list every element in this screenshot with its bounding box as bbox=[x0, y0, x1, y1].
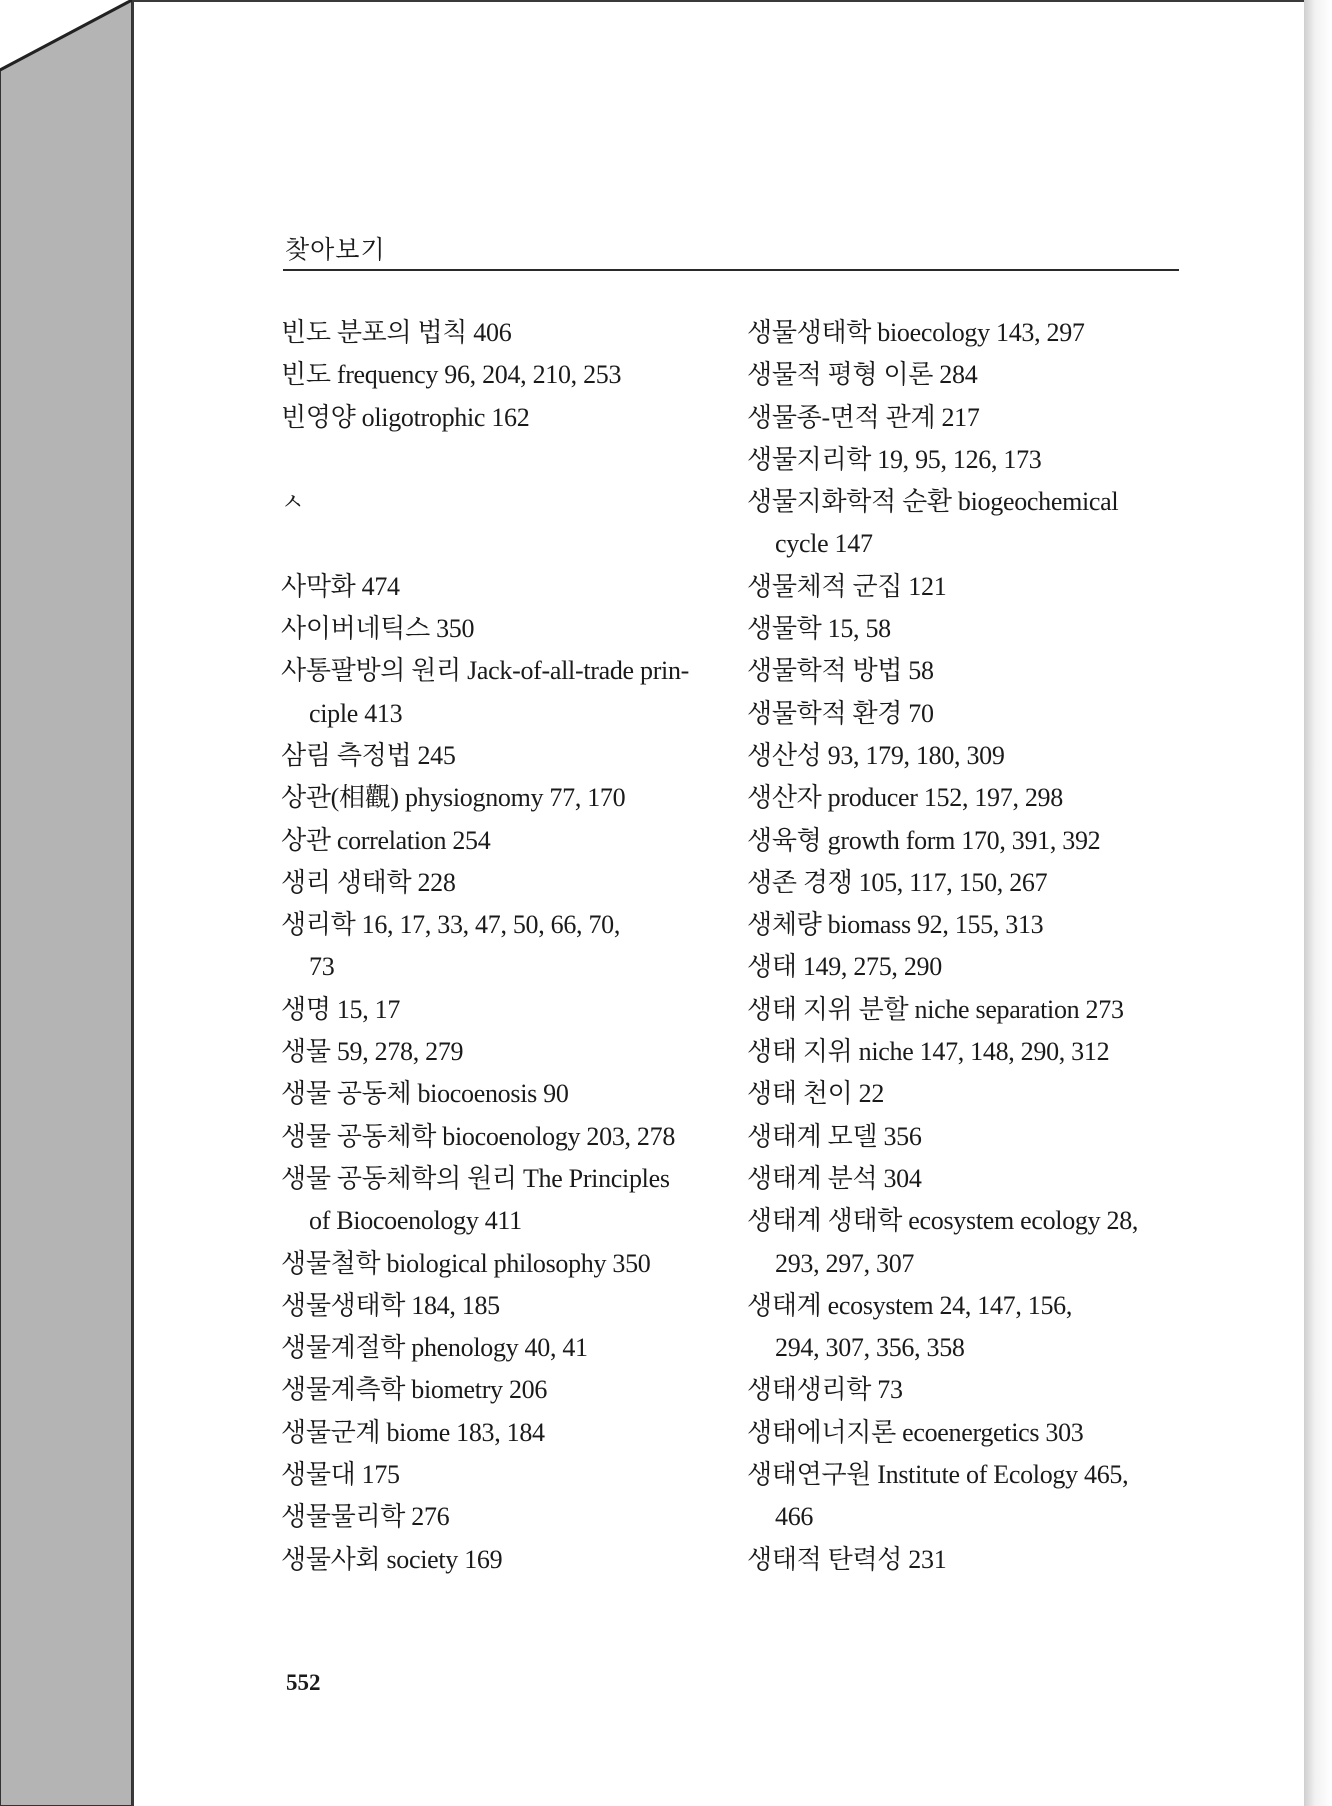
blank-line bbox=[281, 439, 721, 481]
index-entry: 사통팔방의 원리 Jack-of-all-trade prin- bbox=[281, 656, 690, 686]
index-entry: 생태 지위 niche 147, 148, 290, 312 bbox=[747, 1037, 1110, 1067]
index-entry: 생존 경쟁 105, 117, 150, 267 bbox=[747, 867, 1048, 897]
index-entry: 상관 correlation 254 bbox=[281, 825, 491, 855]
index-entry: 294, 307, 356, 358 bbox=[775, 1333, 965, 1363]
index-entry: 빈영양 oligotrophic 162 bbox=[281, 402, 530, 432]
page-number: 552 bbox=[286, 1670, 321, 1695]
index-entry: cycle 147 bbox=[775, 529, 873, 559]
index-entry: 생태에너지론 ecoenergetics 303 bbox=[747, 1417, 1084, 1447]
index-entry: 생리학 16, 17, 33, 47, 50, 66, 70, bbox=[281, 910, 621, 940]
index-entry: 생태 천이 22 bbox=[747, 1079, 885, 1109]
index-entry: 생산성 93, 179, 180, 309 bbox=[747, 740, 1005, 770]
index-entry: 생물학적 방법 58 bbox=[747, 656, 934, 686]
index-entry: 생물종-면적 관계 217 bbox=[747, 402, 980, 432]
index-entry: 생물지리학 19, 95, 126, 173 bbox=[747, 444, 1042, 474]
index-entry: 생물군계 biome 183, 184 bbox=[281, 1417, 545, 1447]
header-rule bbox=[283, 269, 1179, 271]
index-entry: 삼림 측정법 245 bbox=[281, 740, 456, 770]
index-column-left bbox=[281, 312, 721, 1581]
index-entry: 생물학적 환경 70 bbox=[747, 698, 934, 728]
index-entry: 466 bbox=[775, 1502, 814, 1532]
index-column-right bbox=[747, 312, 1177, 1581]
index-entry: 생명 15, 17 bbox=[281, 994, 401, 1024]
index-entry: 생태 149, 275, 290 bbox=[747, 952, 942, 982]
index-entry: 생물철학 biological philosophy 350 bbox=[281, 1248, 651, 1278]
index-entry: 생태계 분석 304 bbox=[747, 1163, 922, 1193]
index-entry: 생태생리학 73 bbox=[747, 1375, 903, 1405]
index-entry: 생체량 biomass 92, 155, 313 bbox=[747, 910, 1044, 940]
index-entry: 상관(相觀) physiognomy 77, 170 bbox=[281, 783, 626, 813]
index-entry: 사이버네틱스 350 bbox=[281, 614, 475, 644]
book-spine bbox=[0, 0, 134, 1806]
index-entry: 빈도 frequency 96, 204, 210, 253 bbox=[281, 360, 622, 390]
index-entry: of Biocoenology 411 bbox=[309, 1206, 522, 1236]
index-entry: 생물 59, 278, 279 bbox=[281, 1037, 464, 1067]
index-entry: 73 bbox=[309, 952, 335, 982]
index-entry: 생물물리학 276 bbox=[281, 1502, 450, 1532]
index-entry: 생태 지위 분할 niche separation 273 bbox=[747, 994, 1124, 1024]
index-entry: 생육형 growth form 170, 391, 392 bbox=[747, 825, 1101, 855]
index-entry: 생물계절학 phenology 40, 41 bbox=[281, 1333, 588, 1363]
section-letter: ㅅ bbox=[281, 488, 304, 517]
index-entry: 생물 공동체 biocoenosis 90 bbox=[281, 1079, 569, 1109]
page-edge-shadow bbox=[1304, 0, 1332, 1806]
index-entry: 생물 공동체학 biocoenology 203, 278 bbox=[281, 1121, 676, 1151]
index-entry: 생물적 평형 이론 284 bbox=[747, 360, 978, 390]
index-entry: 생물계측학 biometry 206 bbox=[281, 1375, 548, 1405]
index-entry: 생태계 생태학 ecosystem ecology 28, bbox=[747, 1206, 1139, 1236]
index-entry: 생물사회 society 169 bbox=[281, 1544, 503, 1574]
index-entry: 생리 생태학 228 bbox=[281, 867, 456, 897]
index-entry: 사막화 474 bbox=[281, 571, 400, 601]
index-entry: ciple 413 bbox=[309, 698, 403, 728]
index-entry: 293, 297, 307 bbox=[775, 1248, 915, 1278]
index-entry: 생물생태학 184, 185 bbox=[281, 1290, 500, 1320]
index-entry: 생산자 producer 152, 197, 298 bbox=[747, 783, 1063, 813]
index-entry: 생물지화학적 순환 biogeochemical bbox=[747, 487, 1119, 517]
index-entry: 빈도 분포의 법칙 406 bbox=[281, 318, 512, 347]
index-entry: 생태계 ecosystem 24, 147, 156, bbox=[747, 1290, 1073, 1320]
index-entry: 생물학 15, 58 bbox=[747, 614, 891, 644]
index-entry: 생물 공동체학의 원리 The Principles bbox=[281, 1163, 670, 1193]
index-entry: 생물생태학 bioecology 143, 297 bbox=[747, 318, 1085, 347]
running-header: 찾아보기 bbox=[285, 235, 386, 264]
index-entry: 생태계 모델 356 bbox=[747, 1121, 922, 1151]
index-entry: 생물대 175 bbox=[281, 1460, 400, 1490]
index-entry: 생물체적 군집 121 bbox=[747, 571, 947, 601]
index-entry: 생태연구원 Institute of Ecology 465, bbox=[747, 1460, 1129, 1490]
index-entry: 생태적 탄력성 231 bbox=[747, 1544, 947, 1574]
